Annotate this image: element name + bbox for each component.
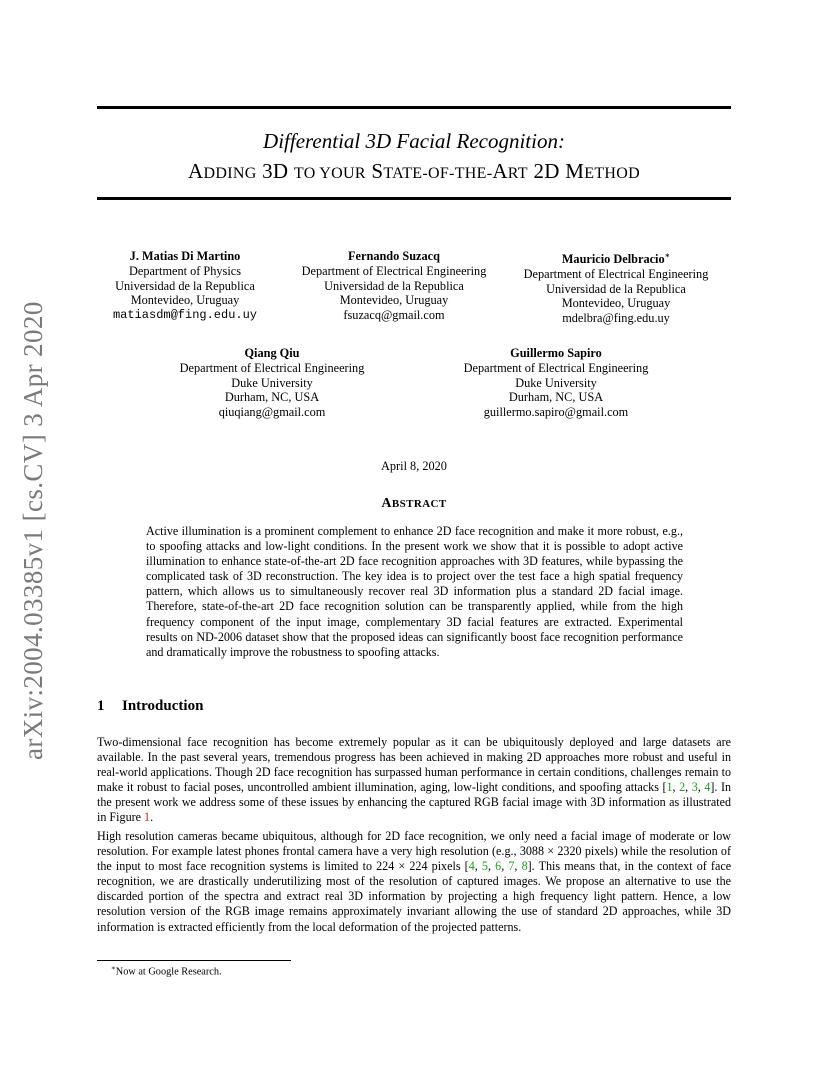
intro-paragraph-1: Two-dimensional face recognition has become extremely popular as it can be ubiquitously deployed and large datasets are available. In the past several years, tremendous progress has been achieved in making 2D approaches more robust and useful in real-world applications. Though 2D face recognition has surpassed human performance in certain conditions, challenges remain to make it robust to facial poses, uncontrolled ambient illumination, aging, low-light conditions, and spoofing attacks [1, 2, 3, 4]. In the present work we address some of these issues by enhancing the captured RGB facial image with 3D information as illustrated in Figure 1. (97, 735, 732, 825)
author-email: qiuqiang@gmail.com (218, 405, 326, 420)
citation-link[interactable]: 3 (691, 780, 698, 795)
author-institution: Universidad de la Republica (115, 278, 255, 293)
section-title: Introduction (122, 698, 204, 714)
author-block (95, 249, 275, 323)
intro-paragraph-2: High resolution cameras became ubiquitous, although for 2D face recognition, we only need a facial image of moderate or low resolution. For example latest phones frontal camera have a very high resolution (e.g., 3088 × 2320 pixels) while the resolution of the input to most face recognition systems is limited to 224 × 224 pixels [4, 5, 6, 7, 8]. This means that, in the context of face recognition, we are drastically underutilizing most of the resolution of captured images. We propose an alternative to use the discarded portion of the spectra and extract real 3D information by projecting a high frequency light pattern. Hence, a low resolution version of the RGB image remains approximately invariant allowing the use of standard 2D approaches, while 3D information is extracted efficiently from the local deformation of the projected patterns. (97, 829, 732, 934)
paper-date: April 8, 2020 (381, 459, 447, 473)
section-heading (97, 698, 203, 715)
author-location: Montevideo, Uruguay (339, 293, 449, 308)
author-email: fsuzacq@gmail.com (343, 308, 445, 323)
title-top-rule (97, 106, 731, 109)
title-line-1: Differential 3D Facial Recognition: (263, 129, 565, 153)
author-block (162, 346, 382, 420)
figure-link[interactable]: 1 (144, 810, 151, 825)
citation-link[interactable]: 1 (666, 780, 673, 795)
citation-link[interactable]: 2 (679, 780, 686, 795)
footnote-text: Now at Google Research. (115, 966, 222, 978)
abstract-heading: ABSTRACT (381, 496, 447, 511)
author-department: Department of Electrical Engineering (301, 263, 487, 278)
author-name: Mauricio Delbracio∗ (561, 251, 671, 267)
author-name: Qiang Qiu (244, 346, 300, 360)
citation-link[interactable]: 4 (468, 859, 475, 874)
author-email: matiasdm@fing.edu.uy (112, 308, 258, 323)
author-location: Montevideo, Uruguay (130, 293, 240, 308)
author-institution: Duke University (515, 375, 597, 390)
title-bottom-rule (97, 197, 731, 200)
title-line-2: ADDING 3D TO YOUR STATE-OF-THE-ART 2D METHOD (188, 159, 640, 183)
author-name: J. Matias Di Martino (129, 249, 241, 263)
author-location: Durham, NC, USA (224, 390, 320, 405)
footnote (111, 964, 222, 977)
author-department: Department of Electrical Engineering (463, 360, 649, 375)
author-email: mdelbra@fing.edu.uy (562, 311, 670, 326)
author-block (506, 249, 726, 326)
author-block (446, 346, 666, 420)
author-department: Department of Electrical Engineering (179, 360, 365, 375)
citation-link[interactable]: 7 (508, 859, 515, 874)
citation-link[interactable]: 5 (481, 859, 488, 874)
author-institution: Duke University (231, 375, 313, 390)
citation-link[interactable]: 6 (495, 859, 502, 874)
author-location: Durham, NC, USA (508, 390, 604, 405)
footnote-mark: ∗ (664, 251, 671, 260)
author-name: Fernando Suzacq (348, 249, 440, 263)
arxiv-identifier: arXiv:2004.03385v1 [cs.CV] 3 Apr 2020 (18, 301, 48, 760)
author-email: guillermo.sapiro@gmail.com (483, 405, 629, 420)
author-institution: Universidad de la Republica (546, 281, 686, 296)
author-block (284, 249, 504, 323)
citation-link[interactable]: 4 (704, 780, 711, 795)
section-number: 1 (97, 698, 105, 714)
author-institution: Universidad de la Republica (324, 278, 464, 293)
author-location: Montevideo, Uruguay (561, 296, 671, 311)
footnote-rule (97, 960, 291, 961)
footnote-mark: ∗ (111, 964, 116, 972)
author-name: Guillermo Sapiro (510, 346, 602, 360)
abstract-text: Active illumination is a prominent complement to enhance 2D face recognition and make it more robust, e.g., to spoofing attacks and low-light conditions. In the present work we show that it is possible to adopt active illumination to enhance state-of-the-art 2D face recognition approaches with 3D features, while bypassing the complicated task of 3D reconstruction. The key idea is to project over the test face a high spatial frequency pattern, which allows us to simultaneously recover real 3D information plus a standard 2D facial image. Therefore, state-of-the-art 2D face recognition solution can be transparently applied, while from the high frequency component of the input image, complementary 3D facial features are extracted. Experimental results on ND-2006 dataset show that the proposed ideas can significantly boost face recognition performance and dramatically improve the robustness to spoofing attacks. (146, 524, 683, 659)
author-department: Department of Physics (128, 263, 242, 278)
citation-link[interactable]: 8 (521, 859, 528, 874)
author-department: Department of Electrical Engineering (523, 266, 709, 281)
